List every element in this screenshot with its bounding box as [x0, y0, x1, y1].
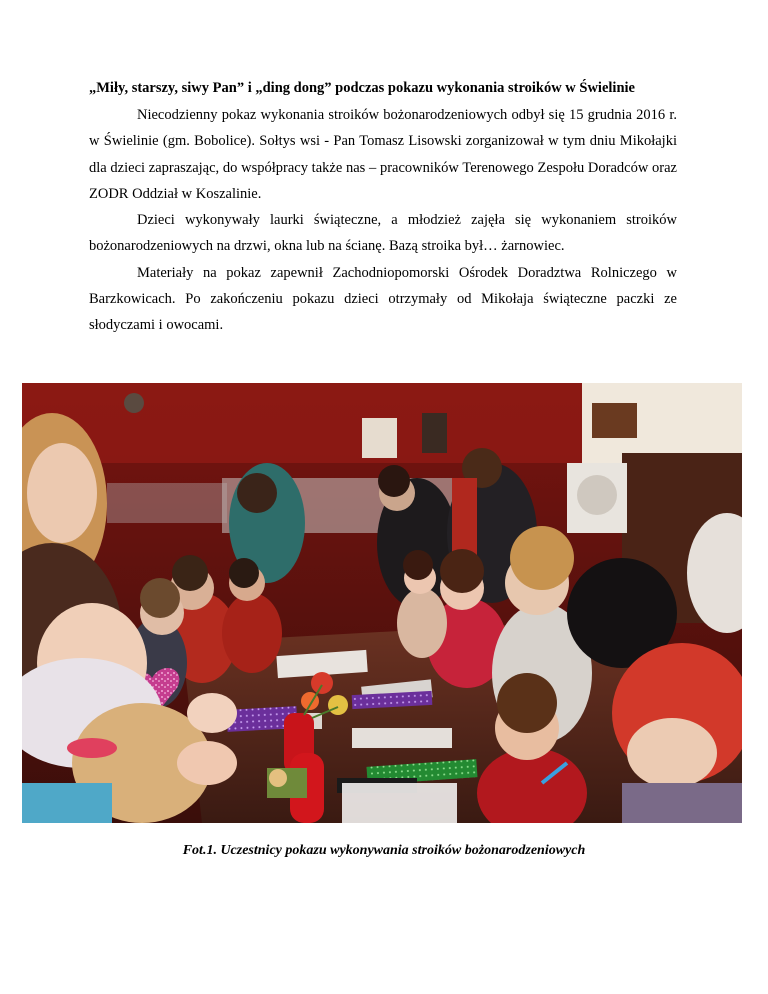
paragraph-2: Dzieci wykonywały laurki świąteczne, a młodzież zajęła się wykonaniem stroików bożonarodzeniowych na drzwi, okna lub na ścianę. Bazą stroika był… żarnowiec.	[89, 212, 677, 255]
article-body	[89, 75, 677, 339]
event-photo	[22, 383, 742, 823]
photo-caption: Fot.1. Uczestnicy pokazu wykonywania stroików bożonarodzeniowych	[182, 843, 586, 858]
article-title: „Miły, starszy, siwy Pan” i „ding dong” podczas pokazu wykonania stroików w Świelinie	[89, 80, 635, 96]
paragraph-1: Niecodzienny pokaz wykonania stroików bożonarodzeniowych odbył się 15 grudnia 2016 r. w Świelinie (gm. Bobolice). Sołtys wsi - Pan Tomasz Lisowski zorganizował w tym dniu Mikołajki dla dzieci zapraszając, do współpracy także nas – pracowników Terenowego Zespołu Doradców oraz ZODR Oddział w Koszalinie.	[89, 107, 677, 202]
paragraph-3: Materiały na pokaz zapewnił Zachodniopomorski Ośrodek Doradztwa Rolniczego w Barzkowicach. Po zakończeniu pokazu dzieci otrzymały od Mikołaja świąteczne paczki ze słodyczami i owocami.	[89, 264, 677, 334]
